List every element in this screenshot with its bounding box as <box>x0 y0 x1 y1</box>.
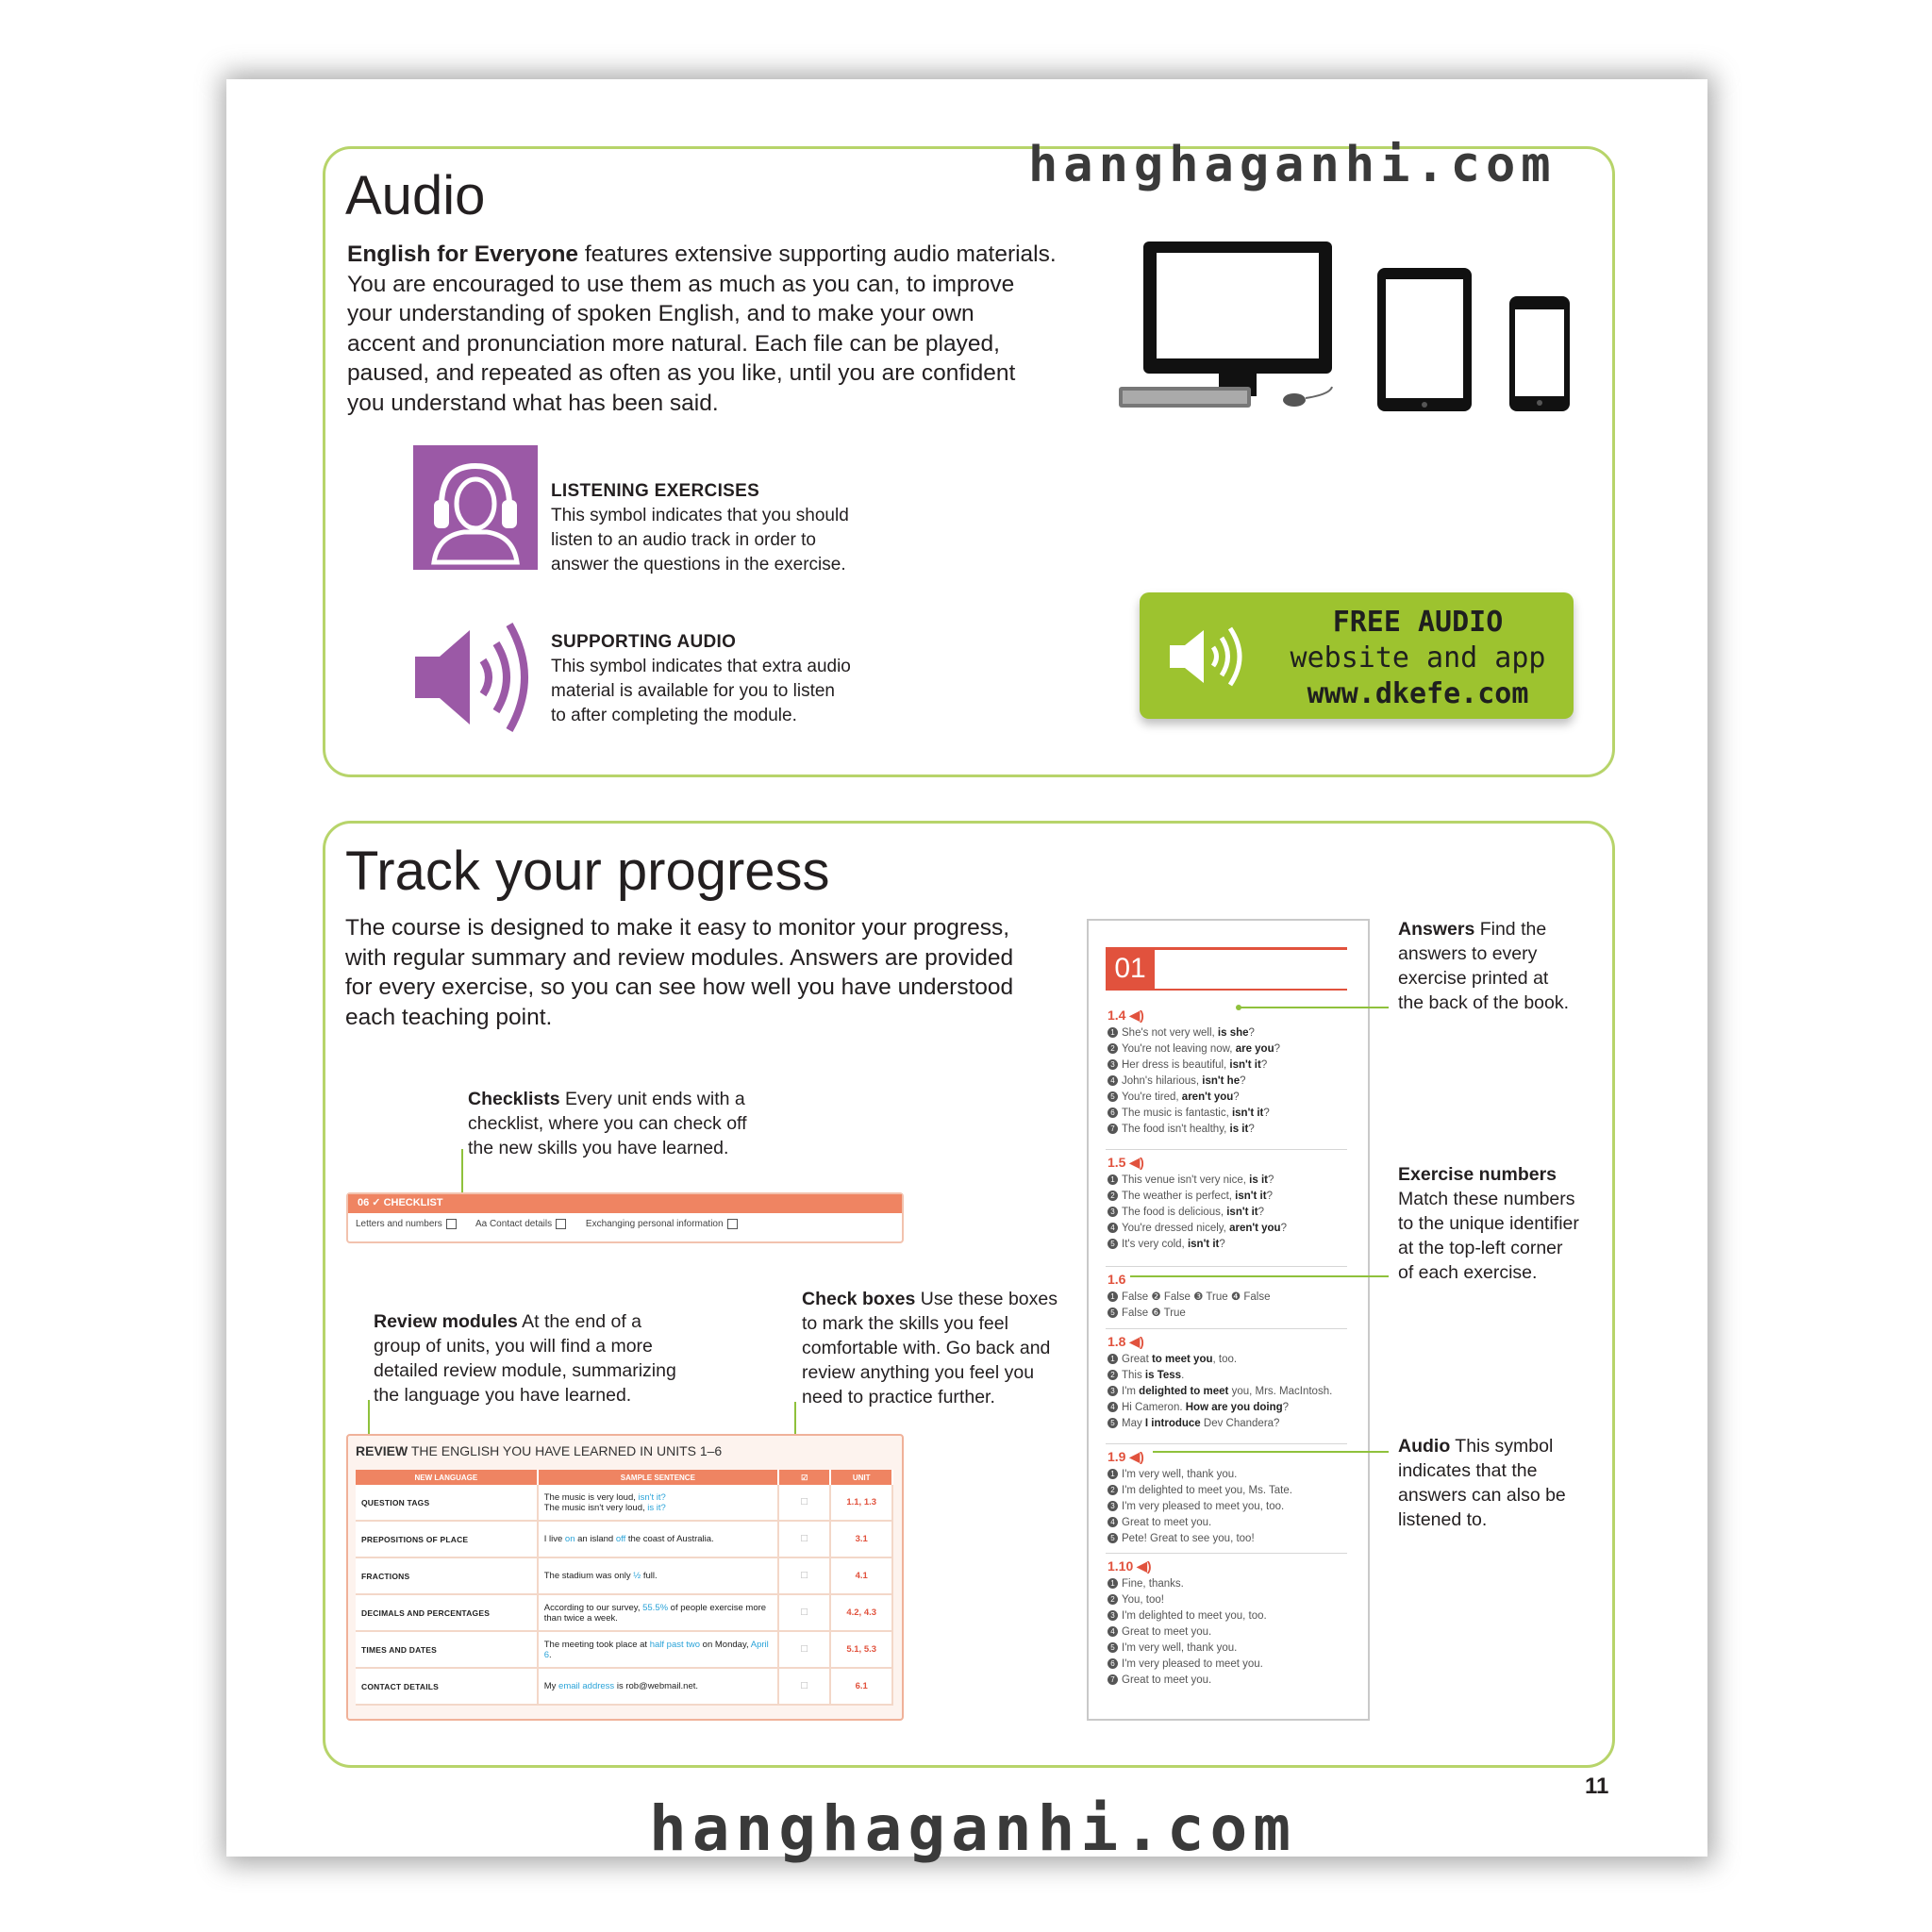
free-audio-heading: FREE AUDIO <box>1332 606 1504 639</box>
audio-intro-brand: English for Everyone <box>347 242 579 267</box>
pointer-dot <box>1236 1005 1241 1010</box>
answer-item: 3 I'm delighted to meet you, Mrs. MacIntosh. <box>1108 1384 1357 1400</box>
answer-item: 6 I'm very pleased to meet you. <box>1108 1657 1357 1673</box>
free-audio-url[interactable]: www.dkefe.com <box>1307 677 1529 710</box>
supporting-audio-text: SUPPORTING AUDIO This symbol indicates that extra audio material is available for you to listen to after completing the module. <box>551 630 853 728</box>
exercise-number: 1.8 ◀) <box>1108 1334 1144 1349</box>
answer-item: 1 False ❷ False ❸ True ❹ False <box>1108 1290 1357 1306</box>
exercise-number: 1.10 ◀) <box>1108 1558 1152 1574</box>
check-boxes-note: Check boxes Use these boxes to mark the skills you feel comfortable with. Go back and review anything you feel you need to practice further. <box>802 1289 1058 1407</box>
progress-title: Track your progress <box>345 841 830 902</box>
answer-item: 1 Fine, thanks. <box>1108 1576 1357 1592</box>
answer-item: 2 I'm delighted to meet you, Ms. Tate. <box>1108 1483 1357 1499</box>
answer-item: 1 Great to meet you, too. <box>1108 1352 1357 1368</box>
headphones-person-icon <box>413 445 538 570</box>
exercise-number: 1.5 ◀) <box>1108 1155 1144 1170</box>
column-header: UNIT <box>830 1470 892 1485</box>
answer-divider <box>1106 1149 1347 1150</box>
checkbox[interactable]: ☐ <box>778 1594 830 1631</box>
answer-group <box>1108 1272 1357 1322</box>
table-row: CONTACT DETAILS My email address is rob@webmail.net. ☐ 6.1 <box>356 1668 892 1705</box>
answer-item: 3 Her dress is beautiful, isn't it? <box>1108 1058 1357 1074</box>
checkbox[interactable]: ☐ <box>778 1557 830 1594</box>
checkbox[interactable]: ☐ <box>778 1631 830 1668</box>
answer-item: 5 False ❻ True <box>1108 1306 1357 1322</box>
column-header: NEW LANGUAGE <box>356 1470 538 1485</box>
listening-exercises-text: LISTENING EXERCISES This symbol indicates that you should listen to an audio track in order to answer the questions in the exercise. <box>551 479 853 577</box>
answer-divider <box>1106 1328 1347 1329</box>
listening-exercises-heading: LISTENING EXERCISES <box>551 481 760 501</box>
exercise-number: 1.4 ◀) <box>1108 1008 1144 1023</box>
checklist-sample <box>346 1192 904 1243</box>
checkbox[interactable] <box>727 1219 738 1229</box>
column-header: SAMPLE SENTENCE <box>538 1470 778 1485</box>
checklist-bar-label: 06 ✓ CHECKLIST <box>358 1197 443 1208</box>
checklists-note: Checklists Every unit ends with a checklist, where you can check off the new skills you have learned. <box>468 1089 747 1158</box>
audio-intro: English for Everyone features extensive supporting audio materials. You are encouraged to use them as much as you can, to improve your understanding of spoken English, and to make your own accent and pronunciation more natural. Each file can be played, paused, and repeated as often as you like, until you are confident you understand what has been said. <box>347 242 1057 416</box>
answer-divider <box>1106 1266 1347 1267</box>
exercise-numbers-pointer <box>1130 1275 1389 1277</box>
review-table <box>356 1470 893 1706</box>
answer-item: 6 The music is fantastic, isn't it? <box>1108 1106 1357 1122</box>
speaker-icon <box>1168 623 1251 691</box>
free-audio-badge[interactable] <box>1140 592 1574 719</box>
supporting-audio-heading: SUPPORTING AUDIO <box>551 632 737 652</box>
answer-group <box>1108 1155 1357 1253</box>
answer-item: 3 The food is delicious, isn't it? <box>1108 1205 1357 1221</box>
answer-item: 3 I'm very pleased to meet you, too. <box>1108 1499 1357 1515</box>
review-title: REVIEW THE ENGLISH YOU HAVE LEARNED IN UNITS 1–6 <box>356 1443 723 1458</box>
audio-title: Audio <box>345 165 486 226</box>
answer-item: 5 You're tired, aren't you? <box>1108 1090 1357 1106</box>
answer-item: 2 The weather is perfect, isn't it? <box>1108 1189 1357 1205</box>
answer-item: 1 She's not very well, is she? <box>1108 1025 1357 1041</box>
desktop-computer-icon <box>1119 242 1332 408</box>
free-audio-subheading: website and app <box>1290 641 1546 675</box>
table-row: PREPOSITIONS OF PLACE I live on an island off the coast of Australia. ☐ 3.1 <box>356 1521 892 1557</box>
answer-key-sample <box>1087 919 1370 1721</box>
answers-note: Answers Find the answers to every exercise printed at the back of the book. <box>1398 919 1570 1013</box>
answer-item: 4 Great to meet you. <box>1108 1624 1357 1641</box>
answer-divider <box>1106 1443 1347 1444</box>
answer-item: 1 I'm very well, thank you. <box>1108 1467 1357 1483</box>
answer-item: 1 This venue isn't very nice, is it? <box>1108 1173 1357 1189</box>
page-number: 11 <box>1585 1774 1609 1799</box>
checklist-items: Letters and numbers Aa Contact details Exchanging personal information <box>356 1219 755 1229</box>
checkbox[interactable] <box>556 1219 566 1229</box>
speaker-icon <box>411 615 541 740</box>
devices-illustration <box>1113 236 1575 425</box>
answer-item: 4 Hi Cameron. How are you doing? <box>1108 1400 1357 1416</box>
exercise-number: 1.6 <box>1108 1272 1126 1287</box>
audio-symbol-pointer <box>1153 1451 1389 1453</box>
watermark-bottom: hanghaganhi.com <box>649 1792 1297 1865</box>
unit-badge: 01 <box>1106 947 1155 991</box>
column-header: ☑ <box>778 1470 830 1485</box>
answer-item: 5 May I introduce Dev Chandera? <box>1108 1416 1357 1432</box>
exercise-number: 1.9 ◀) <box>1108 1449 1144 1464</box>
checkbox[interactable]: ☐ <box>778 1521 830 1557</box>
answer-item: 5 Pete! Great to see you, too! <box>1108 1531 1357 1547</box>
answer-group <box>1108 1558 1357 1689</box>
review-module-sample <box>346 1434 904 1721</box>
checkbox[interactable]: ☐ <box>778 1485 830 1521</box>
answer-group <box>1108 1334 1357 1432</box>
answer-item: 5 It's very cold, isn't it? <box>1108 1237 1357 1253</box>
answer-item: 5 I'm very well, thank you. <box>1108 1641 1357 1657</box>
answer-item: 4 John's hilarious, isn't he? <box>1108 1074 1357 1090</box>
tablet-icon <box>1377 268 1472 411</box>
answers-pointer <box>1238 1007 1389 1008</box>
answer-item: 3 I'm delighted to meet you, too. <box>1108 1608 1357 1624</box>
answer-item: 4 You're dressed nicely, aren't you? <box>1108 1221 1357 1237</box>
checkbox[interactable] <box>446 1219 457 1229</box>
answer-item: 2 You're not leaving now, are you? <box>1108 1041 1357 1058</box>
table-row: FRACTIONS The stadium was only ½ full. ☐ 4.1 <box>356 1557 892 1594</box>
progress-intro: The course is designed to make it easy to monitor your progress, with regular summary and review modules. Answers are provided for every exercise, so you can see how well you have understood each teaching point. <box>345 915 1014 1030</box>
audio-symbol-note: Audio This symbol indicates that the answers can also be listened to. <box>1398 1436 1566 1530</box>
review-modules-note: Review modules At the end of a group of units, you will find a more detailed review module, summarizing the language you have learned. <box>374 1311 676 1406</box>
answer-divider <box>1106 1553 1347 1554</box>
table-row: TIMES AND DATES The meeting took place at half past two on Monday, April 6. ☐ 5.1, 5.3 <box>356 1631 892 1668</box>
answer-group <box>1108 1008 1357 1138</box>
answer-item: 4 Great to meet you. <box>1108 1515 1357 1531</box>
watermark-top: hanghaganhi.com <box>1028 137 1557 193</box>
checkbox[interactable]: ☐ <box>778 1668 830 1705</box>
table-row: QUESTION TAGS The music is very loud, isn't it? The music isn't very loud, is it? ☐ 1.1, 1.3 <box>356 1485 892 1521</box>
smartphone-icon <box>1509 296 1570 411</box>
answer-item: 7 Great to meet you. <box>1108 1673 1357 1689</box>
exercise-numbers-note: Exercise numbers Match these numbers to the unique identifier at the top-left corner of each exercise. <box>1398 1164 1579 1283</box>
answer-item: 2 This is Tess. <box>1108 1368 1357 1384</box>
table-row: DECIMALS AND PERCENTAGES According to our survey, 55.5% of people exercise more than twice a week. ☐ 4.2, 4.3 <box>356 1594 892 1631</box>
answer-item: 2 You, too! <box>1108 1592 1357 1608</box>
answer-item: 7 The food isn't healthy, is it? <box>1108 1122 1357 1138</box>
answer-group <box>1108 1449 1357 1547</box>
